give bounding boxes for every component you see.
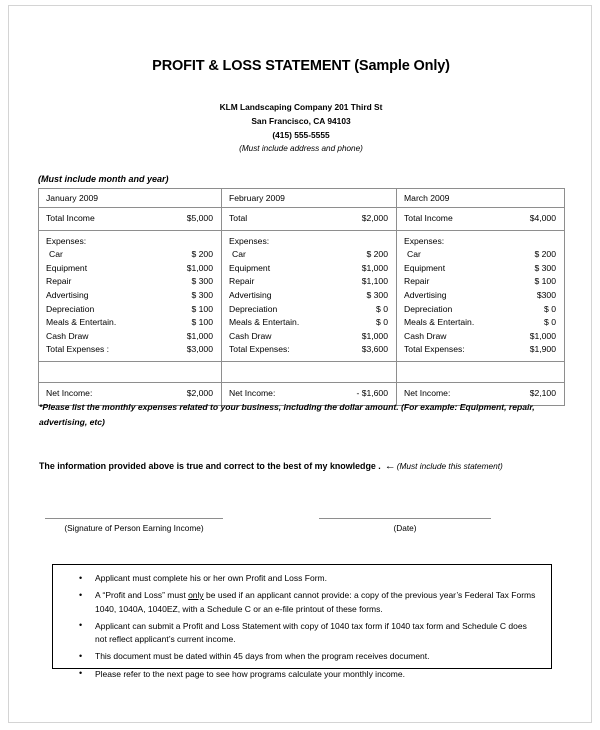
income-cell-1 xyxy=(222,208,397,231)
expense-lines-1 xyxy=(229,248,388,357)
income-value-0: $5,000 xyxy=(186,213,213,223)
expense-row xyxy=(229,330,388,344)
expense-label: Total Expenses: xyxy=(229,344,290,355)
expense-label: Cash Draw xyxy=(404,330,447,341)
expenses-heading-2 xyxy=(404,235,556,249)
expenses-cell-1 xyxy=(222,230,397,361)
expense-value: $1,000 xyxy=(529,330,556,341)
expense-value: $1,000 xyxy=(361,330,388,341)
expense-row xyxy=(229,303,388,317)
month-header-cell-0 xyxy=(39,189,222,208)
expense-row xyxy=(46,303,213,317)
signature-line xyxy=(45,518,223,519)
table-row-month-headers xyxy=(39,189,565,208)
expense-value: $1,000 xyxy=(186,262,213,273)
expense-row xyxy=(404,275,556,289)
expense-label: Equipment xyxy=(46,262,88,273)
expense-label: Total Expenses : xyxy=(46,344,110,355)
company-name-line: KLM Landscaping Company 201 Third St xyxy=(219,102,383,112)
spacer-cell-0 xyxy=(39,361,222,382)
truth-statement-note: (Must include this statement) xyxy=(396,461,503,471)
truth-statement-line xyxy=(39,460,503,472)
expense-value: $ 300 xyxy=(534,262,556,273)
net-income-label-0: Net Income: xyxy=(46,387,93,398)
expense-value: $ 300 xyxy=(191,276,213,287)
expenses-body-2 xyxy=(397,231,564,361)
expenses-heading-label-1: Expenses: xyxy=(229,235,270,246)
income-value-2: $4,000 xyxy=(529,213,556,223)
expense-label: Cash Draw xyxy=(229,330,272,341)
expense-value: $ 200 xyxy=(366,249,388,260)
list-item-text: Please refer to the next page to see how programs calculate your monthly income. xyxy=(95,668,405,679)
expense-row xyxy=(404,262,556,276)
expense-row xyxy=(46,316,213,330)
expense-value: $ 200 xyxy=(534,249,556,260)
document-page xyxy=(8,5,592,723)
expense-value: $1,100 xyxy=(361,276,388,287)
month-instruction-note: (Must include month and year) xyxy=(38,174,169,184)
income-row-1 xyxy=(222,208,396,230)
expense-row xyxy=(46,275,213,289)
date-label: (Date) xyxy=(393,523,417,533)
month-header-cell-1 xyxy=(222,189,397,208)
expense-label: Car xyxy=(49,249,63,260)
profit-loss-table xyxy=(38,188,565,406)
expense-row xyxy=(229,248,388,262)
list-item xyxy=(95,589,537,616)
list-item-text: Applicant must complete his or her own Profit and Loss Form. xyxy=(95,573,327,583)
expense-row xyxy=(229,316,388,330)
list-item-text: be used if an applicant cannot provide: a copy of the previous year’s Federal Tax Forms 1040, 1040A, 1040EZ, with a Schedule C or an e-file printout of these forms. xyxy=(95,590,536,614)
expense-label: Advertising xyxy=(46,289,89,300)
company-address-block xyxy=(9,100,593,156)
expense-label: Advertising xyxy=(229,289,272,300)
list-item xyxy=(95,572,537,586)
expense-value: $ 100 xyxy=(191,317,213,328)
expense-row xyxy=(46,289,213,303)
expense-label: Depreciation xyxy=(46,303,95,314)
expense-row xyxy=(404,289,556,303)
expense-value: $ 0 xyxy=(376,317,388,328)
net-income-value-0: $2,000 xyxy=(186,387,213,398)
month-label-1: February 2009 xyxy=(229,193,285,203)
expense-row xyxy=(46,330,213,344)
expense-row xyxy=(46,262,213,276)
signature-label: (Signature of Person Earning Income) xyxy=(64,523,204,533)
expense-row xyxy=(404,330,556,344)
spacer-cell-2 xyxy=(397,361,565,382)
expense-row xyxy=(404,316,556,330)
expense-row xyxy=(229,275,388,289)
income-label-1: Total xyxy=(229,213,248,223)
expense-row xyxy=(46,343,213,357)
income-row-0 xyxy=(39,208,221,230)
expense-label: Depreciation xyxy=(404,303,453,314)
date-line xyxy=(319,518,491,519)
expense-value: $ 0 xyxy=(376,303,388,314)
address-instruction-note: (Must include address and phone) xyxy=(239,144,363,153)
expense-row xyxy=(404,248,556,262)
expense-label: Meals & Entertain. xyxy=(229,317,300,328)
expense-value: $300 xyxy=(536,289,556,300)
list-item xyxy=(95,620,537,647)
expense-label: Car xyxy=(232,249,246,260)
expense-row xyxy=(46,248,213,262)
page-title: PROFIT & LOSS STATEMENT (Sample Only) xyxy=(152,58,450,74)
expenses-heading-label-2: Expenses: xyxy=(404,235,445,246)
expense-row xyxy=(404,303,556,317)
list-item-text: Applicant can submit a Profit and Loss Statement with copy of 1040 tax form if 1040 tax form and Schedule C does not reflect applicant’s current income. xyxy=(95,620,527,645)
income-cell-0 xyxy=(39,208,222,231)
expense-label: Advertising xyxy=(404,289,447,300)
expense-value: $1,900 xyxy=(529,344,556,355)
expenses-cell-0 xyxy=(39,230,222,361)
expense-label: Cash Draw xyxy=(46,330,89,341)
list-item-text: A “Profit and Loss” must xyxy=(95,590,189,601)
expense-label: Equipment xyxy=(229,262,271,273)
spacer-cell-1 xyxy=(222,361,397,382)
net-income-value-2: $2,100 xyxy=(529,387,556,398)
expense-label: Repair xyxy=(46,276,72,287)
company-city-line: San Francisco, CA 94103 xyxy=(251,116,351,126)
instructions-list xyxy=(53,565,551,681)
expense-value: $3,000 xyxy=(186,344,213,355)
expense-value: $ 200 xyxy=(191,249,213,260)
expense-row xyxy=(404,343,556,357)
table-row-spacer xyxy=(39,361,565,382)
income-cell-2 xyxy=(397,208,565,231)
expenses-heading-label-0: Expenses: xyxy=(46,235,87,246)
expense-lines-0 xyxy=(46,248,213,357)
expenses-body-0 xyxy=(39,231,221,361)
net-income-value-1: - $1,600 xyxy=(356,387,388,398)
net-income-label-2: Net Income: xyxy=(404,387,451,398)
income-label-2: Total Income xyxy=(404,213,453,223)
expense-value: $ 0 xyxy=(544,303,556,314)
expense-label: Meals & Entertain. xyxy=(404,317,475,328)
net-income-label-1: Net Income: xyxy=(229,387,276,398)
expense-label: Repair xyxy=(229,276,255,287)
expense-row xyxy=(229,343,388,357)
month-label-0: January 2009 xyxy=(46,193,99,203)
month-label-2: March 2009 xyxy=(404,193,450,203)
list-item xyxy=(95,650,537,664)
instructions-box xyxy=(52,564,552,679)
expense-value: $1,000 xyxy=(186,330,213,341)
expense-label: Repair xyxy=(404,276,430,287)
expense-label: Total Expenses: xyxy=(404,344,465,355)
expense-lines-2 xyxy=(404,248,556,357)
expense-value: $1,000 xyxy=(361,262,388,273)
list-item xyxy=(95,668,537,682)
expense-label: Meals & Entertain. xyxy=(46,317,117,328)
expense-row xyxy=(229,262,388,276)
expense-value: $3,600 xyxy=(361,344,388,355)
income-row-2 xyxy=(397,208,564,230)
company-phone-line: (415) 555-5555 xyxy=(272,130,330,140)
expense-label: Depreciation xyxy=(229,303,278,314)
emphasis-text: only xyxy=(188,590,204,601)
expense-label: Equipment xyxy=(404,262,446,273)
expenses-cell-2 xyxy=(397,230,565,361)
expenses-heading-1 xyxy=(229,235,388,249)
income-label-0: Total Income xyxy=(46,213,95,223)
month-header-cell-2 xyxy=(397,189,565,208)
expenses-body-1 xyxy=(222,231,396,361)
expense-value: $ 300 xyxy=(191,289,213,300)
expense-value: $ 100 xyxy=(534,276,556,287)
table-row-expenses xyxy=(39,230,565,361)
expense-value: $ 0 xyxy=(544,317,556,328)
list-item-text: This document must be dated within 45 days from when the program receives document. xyxy=(95,651,430,662)
expense-label: Car xyxy=(407,249,421,260)
expense-value: $ 300 xyxy=(366,289,388,300)
truth-statement-text: The information provided above is true and correct to the best of my knowledge . xyxy=(39,461,381,471)
income-value-1: $2,000 xyxy=(361,213,388,223)
expenses-heading-0 xyxy=(46,235,213,249)
left-arrow-icon: ← xyxy=(384,460,396,472)
expense-value: $ 100 xyxy=(191,303,213,314)
expense-row xyxy=(229,289,388,303)
expenses-instruction-note: *Please list the monthly expenses related to your business, including the dollar amount. (For example: Equipment, repair, advertising, etc) xyxy=(39,402,535,427)
table-row-total-income xyxy=(39,208,565,231)
